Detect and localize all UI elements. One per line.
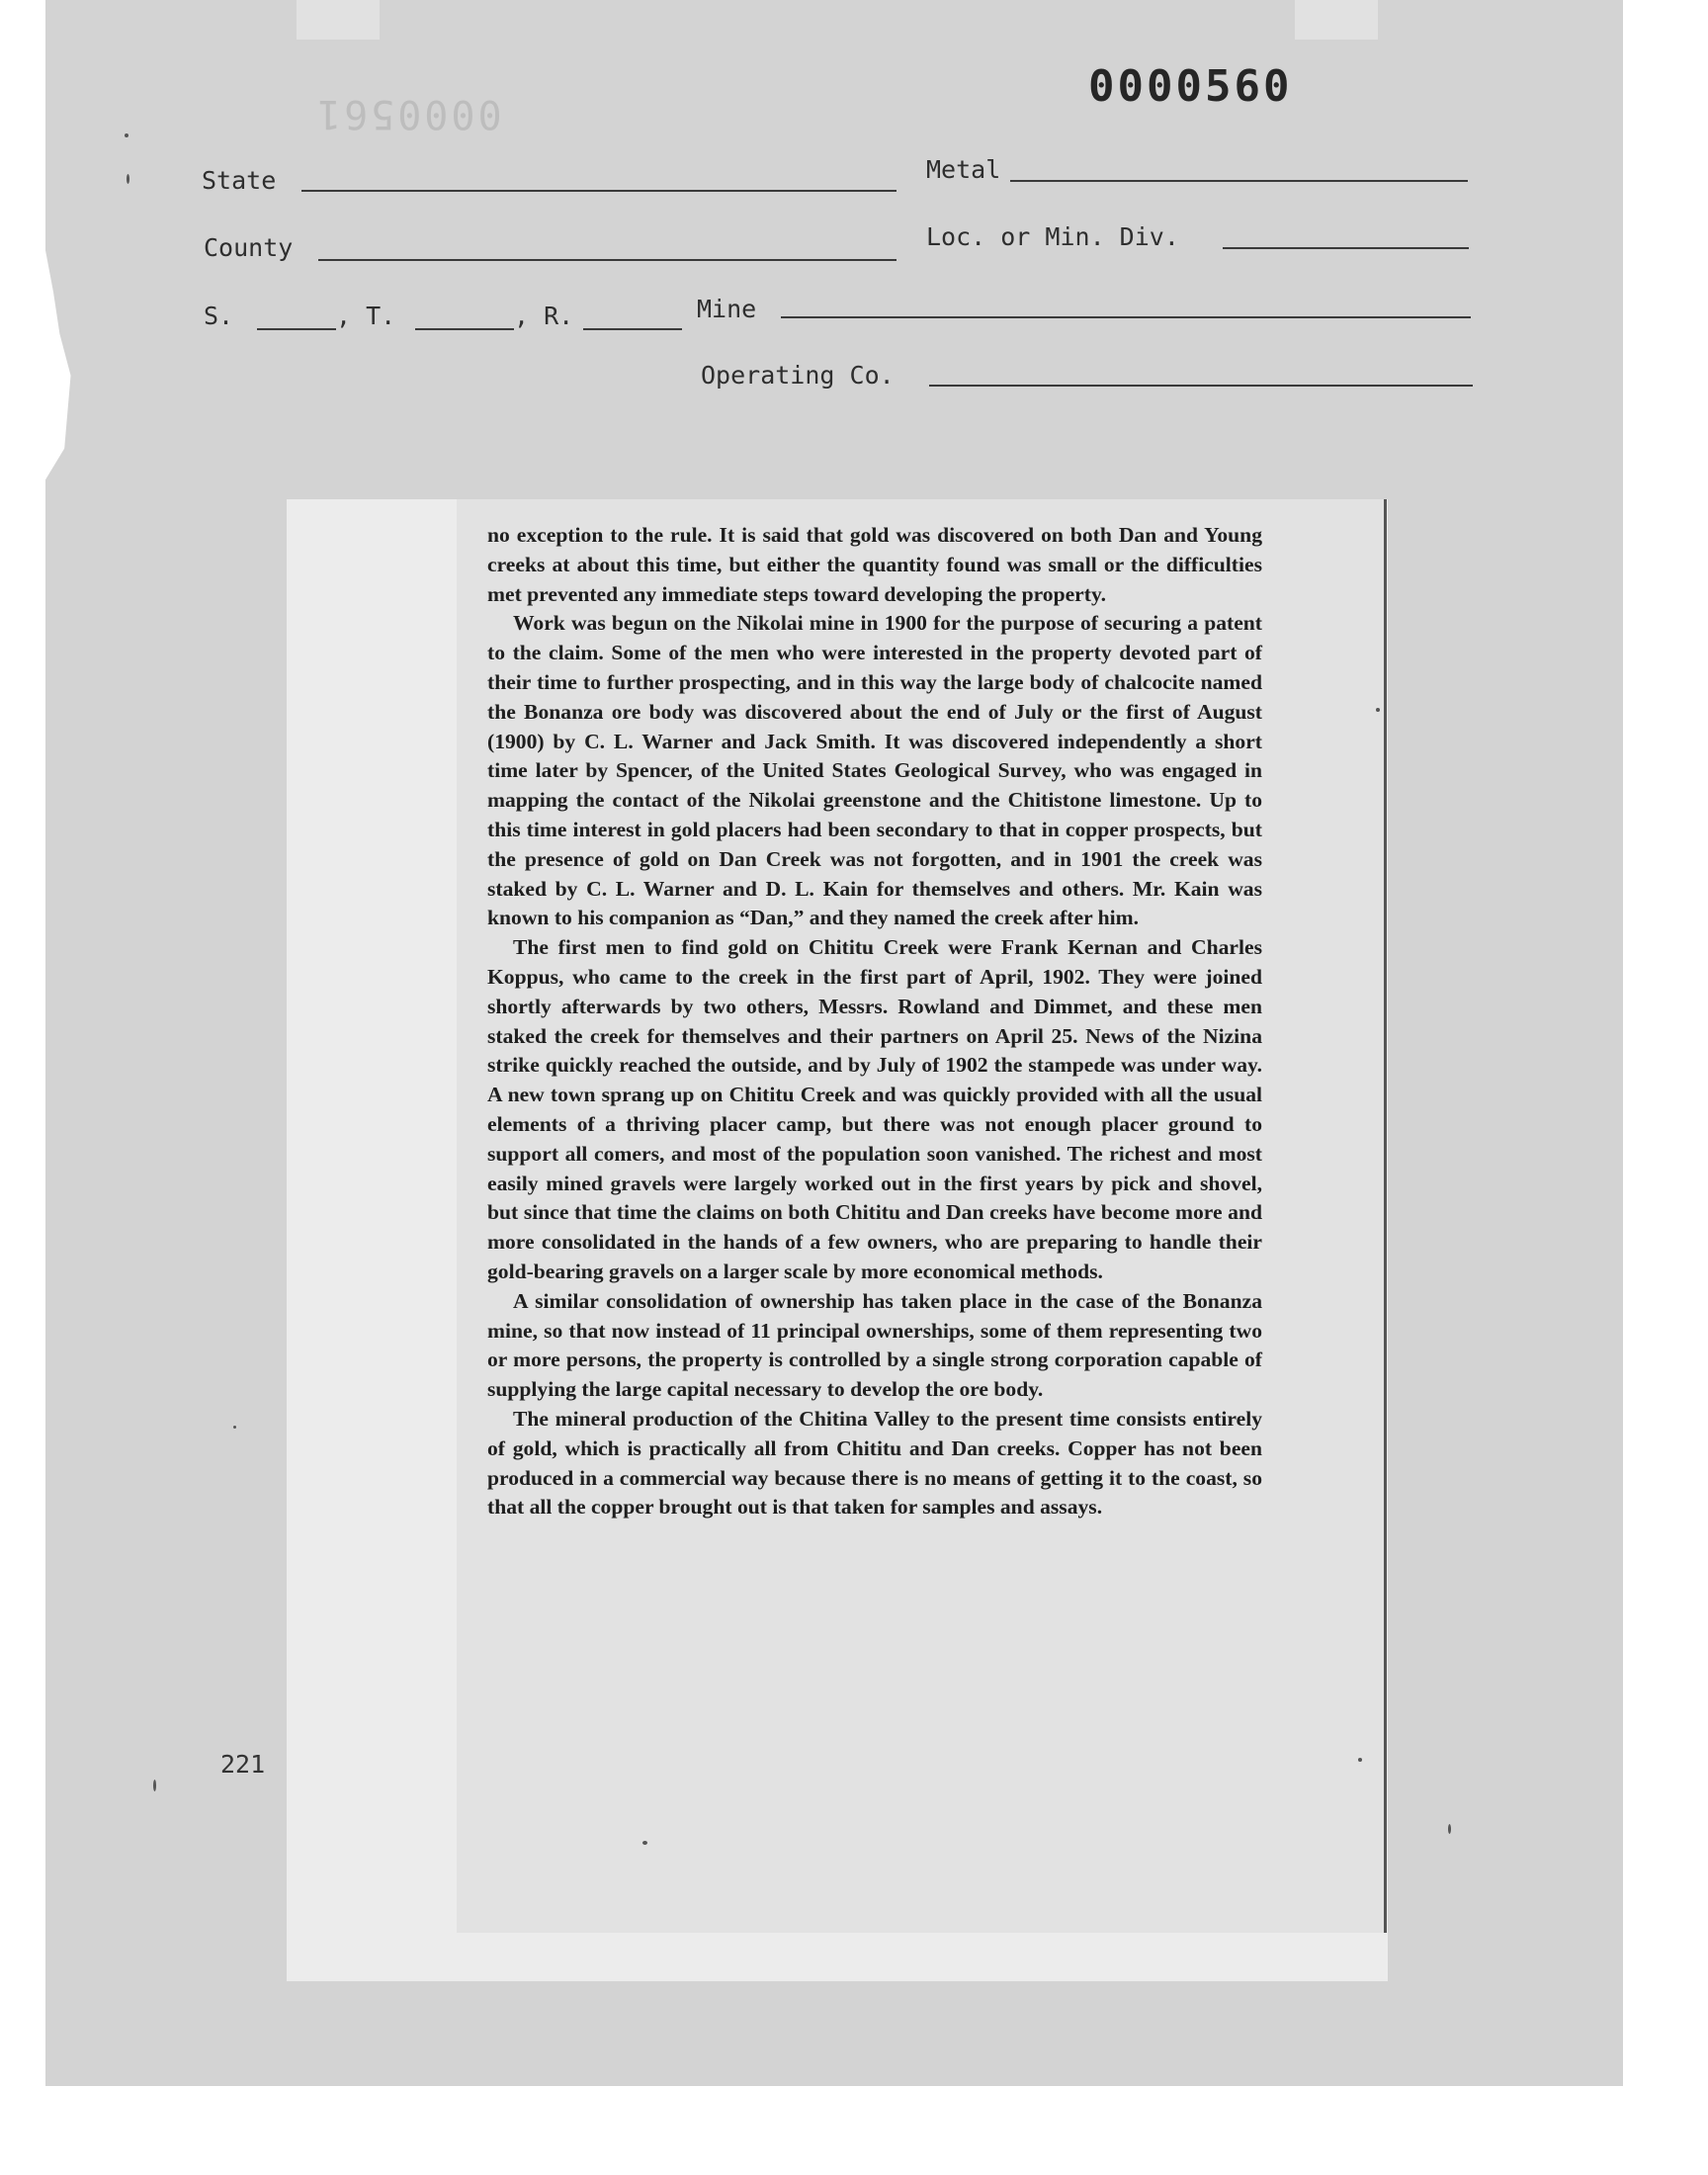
scan-speck (125, 133, 128, 137)
county-field-line[interactable] (318, 259, 897, 261)
card-tab (1295, 0, 1378, 40)
scan-speck (233, 1426, 236, 1429)
scan-speck (153, 1780, 156, 1791)
document-number: 0000560 (1088, 61, 1293, 112)
loc-min-div-field-line[interactable] (1223, 247, 1469, 249)
article-paragraph: A similar consolidation of ownership has taken place in the case of the Bonanza mine, so that now instead of 11 principal ownerships, some of them representing two or more persons, the property is controlled by a single strong corporation capable of supplying the large capital necessary to develop the ore body. (487, 1288, 1262, 1402)
metal-field-line[interactable] (1010, 180, 1468, 182)
scan-speck (127, 174, 129, 184)
mine-label: Mine (697, 295, 757, 323)
article-paragraph: The mineral production of the Chitina Valley to the present time consists entirely of gold, which is practically all from Chititu and Dan creeks. Copper has not been produced in a commercial way because there is no means of getting it to the coast, so that all the copper brought out is that taken for samples and assays. (487, 1406, 1262, 1520)
article-paragraph: no exception to the rule. It is said that gold was discovered on both Dan and Young creeks at about this time, but either the quantity found was small or the difficulties met prevented any immediate steps toward developing the property. (487, 523, 1262, 606)
state-field-line[interactable] (301, 190, 897, 192)
article-paragraph: Work was begun on the Nikolai mine in 1900 for the purpose of securing a patent to the claim. Some of the men who were interested in the property devoted part of their time to further prospecting, and in this way the large body of chalcocite named the Bonanza ore body was discovered about the end of July or the first of August (1900) by C. L. Warner and Jack Smith. It was discovered independently a short time later by Spencer, of the United States Geological Survey, who was engaged in mapping the contact of the Nikolai greenstone and the Chitistone limestone. Up to this time interest in gold placers had been secondary to that in copper prospects, but the presence of gold on Dan Creek was not forgotten, and in 1901 the creek was staked by C. L. Warner and D. L. Kain for themselves and others. Mr. Kain was known to his companion as “Dan,” and they named the creek after him. (487, 611, 1262, 930)
scan-speck (642, 1841, 647, 1845)
scan-speck (1376, 708, 1380, 712)
township-field-line[interactable] (415, 328, 514, 330)
scan-speck (1358, 1758, 1362, 1762)
township-label: , T. (336, 302, 396, 330)
metal-label: Metal (926, 155, 1001, 184)
range-field-line[interactable] (583, 328, 682, 330)
operating-co-label: Operating Co. (701, 361, 895, 390)
section-label: S. (204, 302, 234, 330)
section-field-line[interactable] (257, 328, 336, 330)
loc-min-div-label: Loc. or Min. Div. (926, 222, 1179, 251)
article-text (487, 521, 1262, 1522)
card-tab (297, 0, 380, 40)
bleed-through-number: 0000561 (314, 91, 502, 136)
range-label: , R. (514, 302, 574, 330)
clipping-edge (1384, 499, 1387, 1933)
operating-co-field-line[interactable] (929, 385, 1473, 387)
scan-speck (1448, 1824, 1451, 1834)
county-label: County (204, 233, 294, 262)
mine-field-line[interactable] (781, 316, 1471, 318)
page-number: 221 (220, 1750, 266, 1779)
article-paragraph: The first men to find gold on Chititu Creek were Frank Kernan and Charles Koppus, who came to the creek in the first part of April, 1902. They were joined shortly afterwards by two others, Messrs. Rowland and Dimmet, and these men staked the creek for themselves and their partners on April 25. News of the Nizina strike quickly reached the outside, and by July of 1902 the stampede was under way. A new town sprang up on Chititu Creek and was quickly provided with all the usual elements of a thriving placer camp, but there was not enough placer ground to support all comers, and most of the population soon vanished. The richest and most easily mined gravels were largely worked out in the first years by pick and shovel, but since that time the claims on both Chititu and Dan creeks have become more and more consolidated in the hands of a few owners, who are preparing to handle their gold-bearing gravels on a larger scale by more economical methods. (487, 935, 1262, 1283)
state-label: State (202, 166, 277, 195)
